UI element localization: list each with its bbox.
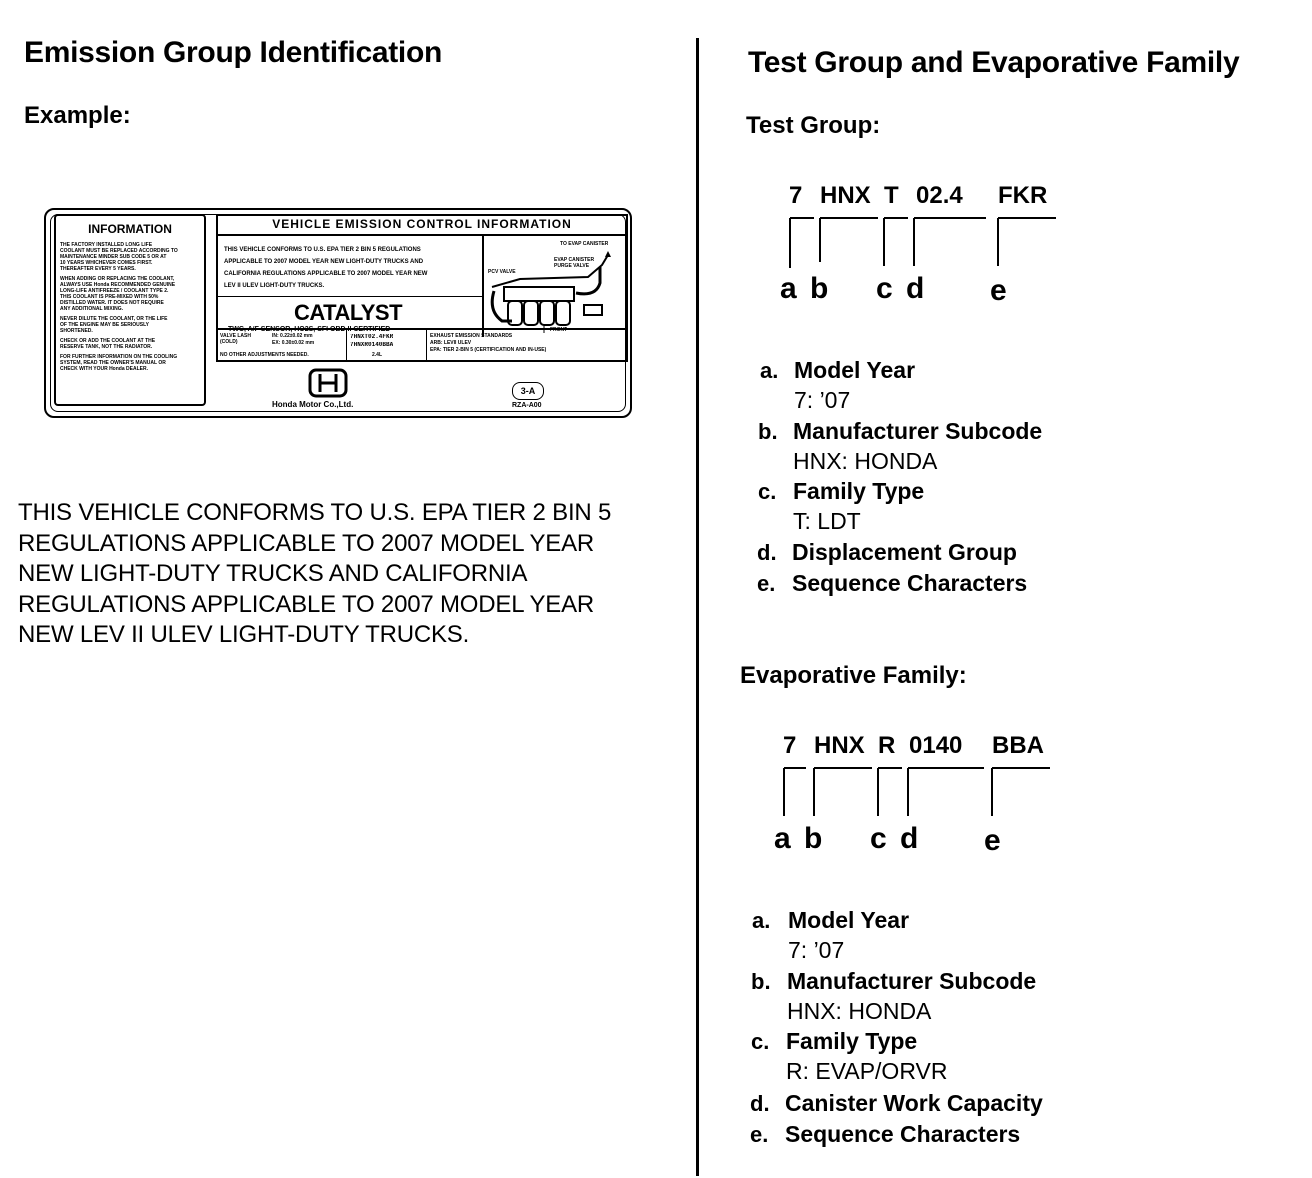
label-code-2: 7HNXR0140BBA xyxy=(350,342,394,348)
maker-name: Honda Motor Co.,Ltd. xyxy=(272,400,354,409)
info-line: MAINTENANCE MINDER SUB CODE 5 OR AT xyxy=(60,254,167,260)
tg-item-title: Family Type xyxy=(793,478,925,504)
info-lines xyxy=(60,242,202,372)
vec-title: VEHICLE EMISSION CONTROL INFORMATION xyxy=(218,217,626,236)
ef-item-title: Canister Work Capacity xyxy=(785,1090,1043,1116)
to-evap-label: TO EVAP CANISTER xyxy=(560,241,609,247)
ef-item-letter: a. xyxy=(752,908,771,933)
tg-item-title: Displacement Group xyxy=(792,539,1017,565)
tg-item-title: Manufacturer Subcode xyxy=(793,418,1043,444)
info-line: SHORTENED. xyxy=(60,328,93,334)
ex-value: EX: 0.30±0.02 mm xyxy=(272,340,315,346)
ef-code-d: 0140 xyxy=(909,732,963,759)
info-line: CHECK WITH YOUR Honda DEALER. xyxy=(60,366,148,372)
info-line: THIS COOLANT IS PRE-MIXED WITH 50% xyxy=(60,294,159,300)
test-group-title: Test Group: xyxy=(746,112,881,139)
valve-lash-label: VALVE LASH xyxy=(220,333,251,339)
ef-code-c: R xyxy=(878,732,896,759)
valve-lash-cell xyxy=(216,330,347,362)
ef-item-title: Manufacturer Subcode xyxy=(787,968,1037,994)
conform-text xyxy=(224,244,476,292)
info-line: RESERVE TANK, NOT THE RADIATOR. xyxy=(60,344,153,350)
paragraph-line: NEW LEV II ULEV LIGHT-DUTY TRUCKS. xyxy=(18,621,470,648)
code-cell xyxy=(346,330,427,362)
honda-logo-icon xyxy=(308,368,348,398)
std-line-2: EPA: TIER 2-BIN 5 (CERTIFICATION AND IN-USE) xyxy=(430,347,547,353)
pcv-valve-label: PCV VALVE xyxy=(488,269,516,275)
info-line: 10 YEARS WHICHEVER COMES FIRST. xyxy=(60,260,153,266)
std-line-1: ARB: LEVII ULEV xyxy=(430,340,472,346)
ef-item-title: Sequence Characters xyxy=(785,1121,1021,1147)
info-line: DISTILLED WATER. IT DOES NOT REQUIRE xyxy=(60,300,164,306)
tg-item-title: Model Year xyxy=(794,357,916,383)
info-line: WHEN ADDING OR REPLACING THE COOLANT, xyxy=(60,276,175,282)
info-line: FOR FURTHER INFORMATION ON THE COOLING xyxy=(60,354,178,360)
ef-item-letter: b. xyxy=(751,969,771,994)
tg-item-title: Sequence Characters xyxy=(792,570,1028,596)
tg-letter-d: d xyxy=(906,272,925,305)
tg-item-letter: d. xyxy=(757,540,777,565)
ef-item-title: Model Year xyxy=(788,907,910,933)
cold-label: (COLD) xyxy=(220,339,238,345)
engine-icon xyxy=(484,235,628,337)
catalyst-sub: TWC, A/F SENSOR, HO2S, SFI OBD II CERTIFIED xyxy=(228,326,391,333)
info-line: NEVER DILUTE THE COOLANT, OR THE LIFE xyxy=(60,316,168,322)
tg-code-d: 02.4 xyxy=(916,182,963,209)
ef-letter-c: c xyxy=(870,822,887,855)
ef-letter-b: b xyxy=(804,822,823,855)
tg-item-letter: a. xyxy=(760,358,779,383)
ef-code-b: HNX xyxy=(814,732,865,759)
evap-valve-label: EVAP CANISTER PURGE VALVE xyxy=(554,257,595,269)
conform-line: LEV II ULEV LIGHT-DUTY TRUCKS. xyxy=(224,283,325,289)
ef-item-value: R: EVAP/ORVR xyxy=(786,1058,948,1084)
ef-item-value: 7: ’07 xyxy=(788,937,845,963)
info-line: CHECK OR ADD THE COOLANT AT THE xyxy=(60,338,156,344)
ef-code-e: BBA xyxy=(992,732,1044,759)
info-line: SYSTEM, READ THE OWNER'S MANUAL OR xyxy=(60,360,166,366)
column-divider xyxy=(696,38,699,1176)
catalyst-text: CATALYST xyxy=(294,300,403,325)
ef-item-letter: d. xyxy=(750,1091,770,1116)
info-line: COOLANT MUST BE REPLACED ACCORDING TO xyxy=(60,248,178,254)
badge: 3-A xyxy=(512,382,544,400)
part-no: RZA-A00 xyxy=(512,402,542,409)
ef-letter-e: e xyxy=(984,824,1001,857)
tg-item-letter: b. xyxy=(758,419,778,444)
tg-item-letter: e. xyxy=(757,571,776,596)
info-line: ANY ADDITIONAL MIXING. xyxy=(60,306,123,312)
example-label: Example: xyxy=(24,102,131,129)
info-line: ALWAYS USE Honda RECOMMENDED GENUINE xyxy=(60,282,176,288)
emission-label xyxy=(44,208,632,418)
in-value: IN: 0.22±0.02 mm xyxy=(272,333,313,339)
info-title: INFORMATION xyxy=(88,222,172,236)
tg-item-letter: c. xyxy=(758,479,777,504)
info-line: THEREAFTER EVERY 5 YEARS. xyxy=(60,266,136,272)
left-heading: Emission Group Identification xyxy=(24,36,442,69)
ef-item-letter: c. xyxy=(751,1029,770,1054)
ef-letter-a: a xyxy=(774,822,791,855)
tg-bracket-lines xyxy=(780,210,1070,270)
displacement: 2.4L xyxy=(372,352,383,358)
tg-letter-c: c xyxy=(876,272,893,305)
std-title: EXHAUST EMISSION STANDARDS xyxy=(430,333,513,339)
paragraph-line: THIS VEHICLE CONFORMS TO U.S. EPA TIER 2 BIN 5 xyxy=(18,499,612,526)
rule xyxy=(218,296,482,297)
engine-diagram xyxy=(482,235,628,337)
ef-item-value: HNX: HONDA xyxy=(787,998,932,1024)
tg-letter-b: b xyxy=(810,272,829,305)
ef-letter-d: d xyxy=(900,822,919,855)
conform-line: CALIFORNIA REGULATIONS APPLICABLE TO 2007 MODEL YEAR NEW xyxy=(224,271,428,277)
info-line: OF THE ENGINE MAY BE SERIOUSLY xyxy=(60,322,150,328)
conform-line: THIS VEHICLE CONFORMS TO U.S. EPA TIER 2 BIN 5 REGULATIONS xyxy=(224,247,421,253)
ef-code-a: 7 xyxy=(783,732,797,759)
tg-code-c: T xyxy=(884,182,899,209)
info-box xyxy=(54,214,206,406)
info-line: THE FACTORY INSTALLED LONG LIFE xyxy=(60,242,153,248)
data-row xyxy=(216,328,628,362)
ef-item-letter: e. xyxy=(750,1122,769,1147)
label-code-1: 7HNXT02.4FKR xyxy=(350,334,394,340)
right-heading: Test Group and Evaporative Family xyxy=(748,46,1240,79)
paragraph-line: REGULATIONS APPLICABLE TO 2007 MODEL YEAR xyxy=(18,590,595,618)
tg-letter-a: a xyxy=(780,272,797,305)
conformity-paragraph xyxy=(18,498,611,651)
tg-code-b: HNX xyxy=(820,182,871,209)
front-label: FRONT xyxy=(550,327,568,333)
ef-bracket-lines xyxy=(774,760,1064,820)
info-line: LONG-LIFE ANTIFREEZE / COOLANT TYPE 2. xyxy=(60,288,169,294)
tg-letter-e: e xyxy=(990,274,1007,307)
tg-code-a: 7 xyxy=(789,182,803,209)
tg-item-value: HNX: HONDA xyxy=(793,448,938,474)
paragraph-line: NEW LIGHT-DUTY TRUCKS AND CALIFORNIA xyxy=(18,560,528,587)
tg-item-value: T: LDT xyxy=(793,508,861,534)
standards-cell xyxy=(428,330,626,362)
no-adjust: NO OTHER ADJUSTMENTS NEEDED. xyxy=(220,352,309,358)
ef-item-title: Family Type xyxy=(786,1028,918,1054)
conform-line: APPLICABLE TO 2007 MODEL YEAR NEW LIGHT-DUTY TRUCKS AND xyxy=(224,259,424,265)
paragraph-line: REGULATIONS APPLICABLE TO 2007 MODEL YEAR xyxy=(18,529,595,557)
tg-code-e: FKR xyxy=(998,182,1048,209)
evap-family-title: Evaporative Family: xyxy=(740,662,967,689)
tg-item-value: 7: ’07 xyxy=(794,387,851,413)
